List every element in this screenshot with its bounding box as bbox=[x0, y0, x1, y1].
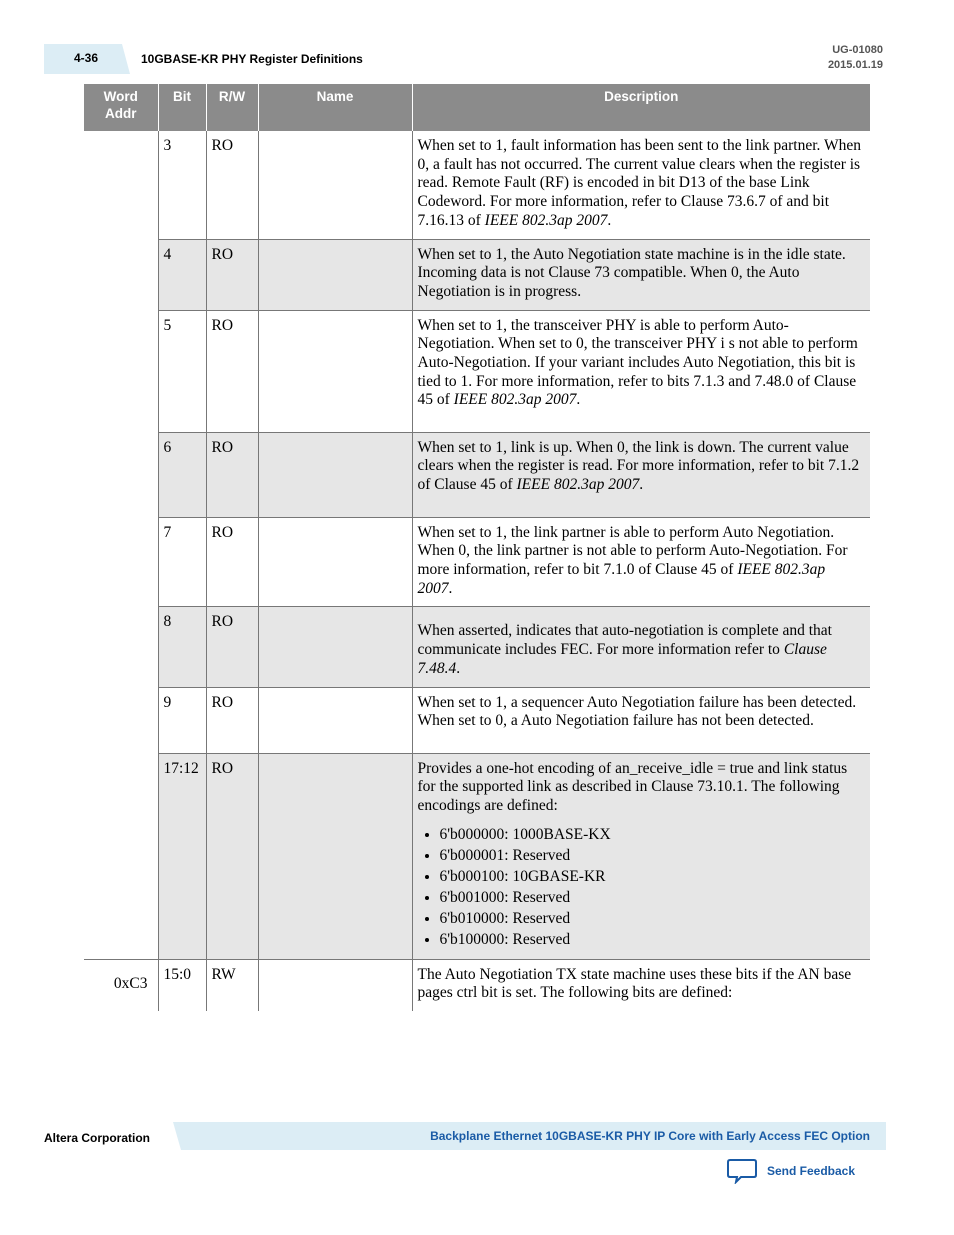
cell-name bbox=[258, 310, 412, 432]
cell-bit: 6 bbox=[158, 432, 206, 517]
cell-bit: 17:12 bbox=[158, 753, 206, 959]
cell-rw: RO bbox=[206, 687, 258, 753]
description-tail: . bbox=[639, 476, 644, 494]
cell-description bbox=[412, 310, 870, 432]
description-tail: . bbox=[448, 579, 453, 597]
cell-description bbox=[412, 517, 870, 607]
cell-bit: 8 bbox=[158, 607, 206, 687]
cell-name bbox=[258, 607, 412, 687]
cell-word-addr bbox=[84, 432, 158, 517]
cell-word-addr bbox=[84, 753, 158, 959]
cell-word-addr bbox=[84, 517, 158, 607]
cell-rw: RO bbox=[206, 131, 258, 239]
cell-description bbox=[412, 432, 870, 517]
description-body: When set to 1, link is up. When 0, the link is down. The current value clears when the register is read. For more information, refer to bit 7.1.2 of Clause 45 of bbox=[417, 438, 860, 494]
encoding-list-item: • 6'b000100: 10GBASE-KR bbox=[440, 866, 863, 887]
description-text bbox=[418, 622, 863, 678]
col-header-rw: R/W bbox=[206, 84, 258, 131]
description-body: When set to 1, fault information has been sent to the link partner. When 0, a fault has not occurred. The current value clears when the register is read. Remote Fault (RF) is encoded in bit D13 of the base Link Codeword. For more information, refer to Clause 73.6.7 of and bit 7.16.13 of bbox=[417, 137, 861, 229]
table-row bbox=[84, 239, 870, 310]
cell-bit: 5 bbox=[158, 310, 206, 432]
description-text bbox=[418, 760, 863, 816]
description-text bbox=[418, 137, 863, 231]
cell-word-addr bbox=[84, 239, 158, 310]
description-reference: IEEE 802.3ap 2007 bbox=[516, 476, 640, 494]
col-header-name: Name bbox=[258, 84, 412, 131]
cell-name bbox=[258, 959, 412, 1011]
col-header-description: Description bbox=[412, 84, 870, 131]
page-number: 4-36 bbox=[74, 51, 99, 65]
cell-name bbox=[258, 239, 412, 310]
description-body: The Auto Negotiation TX state machine uses these bits if the AN base pages ctrl bit is set. The following bits are defined: bbox=[417, 965, 852, 1002]
cell-word-addr bbox=[84, 687, 158, 753]
cell-name bbox=[258, 753, 412, 959]
table-row bbox=[84, 131, 870, 239]
register-table bbox=[84, 84, 870, 1011]
table-row bbox=[84, 432, 870, 517]
description-reference: IEEE 802.3ap 2007 bbox=[484, 211, 608, 229]
footer-doc-title: Backplane Ethernet 10GBASE-KR PHY IP Core with Early Access FEC Option bbox=[430, 1129, 870, 1143]
cell-bit: 4 bbox=[158, 239, 206, 310]
description-text bbox=[418, 524, 863, 599]
speech-bubble-icon bbox=[727, 1158, 757, 1184]
description-body: When set to 1, the link partner is able to perform Auto Negotiation. When 0, the link partner is not able to perform Auto-Negotiation. For more information, refer to bit 7.1.0 of Clause 45 of bbox=[417, 523, 848, 579]
cell-description bbox=[412, 959, 870, 1011]
table-row bbox=[84, 607, 870, 687]
cell-description bbox=[412, 607, 870, 687]
cell-bit: 9 bbox=[158, 687, 206, 753]
cell-bit: 3 bbox=[158, 131, 206, 239]
description-body: When set to 1, a sequencer Auto Negotiation failure has been detected. When set to 0, a Auto Negotiation failure has not been detected. bbox=[417, 693, 857, 730]
cell-rw: RO bbox=[206, 607, 258, 687]
cell-description bbox=[412, 687, 870, 753]
description-reference: Clause 7.48.4 bbox=[417, 641, 827, 677]
encoding-list-item: • 6'b100000: Reserved bbox=[440, 929, 863, 950]
cell-name bbox=[258, 517, 412, 607]
col-header-word-addr: Word Addr bbox=[84, 84, 158, 131]
cell-rw: RO bbox=[206, 432, 258, 517]
send-feedback-link[interactable] bbox=[727, 1158, 855, 1184]
table-row bbox=[84, 959, 870, 1011]
cell-word-addr: 0xC3 bbox=[84, 959, 158, 1011]
description-reference: IEEE 802.3ap 2007 bbox=[453, 391, 577, 409]
cell-rw: RO bbox=[206, 310, 258, 432]
table-row bbox=[84, 753, 870, 959]
description-body: When set to 1, the Auto Negotiation state machine is in the idle state. Incoming data is not Clause 73 compatible. When 0, the Auto Negotiation is in progress. bbox=[417, 245, 846, 300]
description-tail: . bbox=[456, 659, 461, 677]
table-row bbox=[84, 310, 870, 432]
cell-word-addr bbox=[84, 131, 158, 239]
cell-rw: RO bbox=[206, 239, 258, 310]
cell-word-addr bbox=[84, 310, 158, 432]
doc-id: UG-01080 bbox=[832, 44, 883, 56]
description-text bbox=[418, 966, 863, 1003]
cell-bit: 15:0 bbox=[158, 959, 206, 1011]
encoding-list bbox=[418, 824, 863, 950]
section-title: 10GBASE-KR PHY Register Definitions bbox=[141, 52, 363, 66]
doc-info bbox=[828, 43, 883, 73]
cell-description bbox=[412, 239, 870, 310]
description-text bbox=[418, 317, 863, 411]
doc-date: 2015.01.19 bbox=[827, 59, 883, 71]
cell-rw: RO bbox=[206, 753, 258, 959]
description-text bbox=[418, 246, 863, 302]
description-body: When set to 1, the transceiver PHY is able to perform Auto-Negotiation. When set to 0, the transceiver PHY i s not able to perform Auto-Negotiation. If your variant includes Auto Negotiation, this bit is tied to 1. For more information, refer to bits 7.1.3 and 7.48.0 of Clause 45 of bbox=[417, 316, 858, 409]
cell-name bbox=[258, 432, 412, 517]
description-reference: IEEE 802.3ap 2007 bbox=[417, 561, 826, 597]
company-name: Altera Corporation bbox=[44, 1131, 151, 1145]
description-tail: . bbox=[576, 391, 581, 409]
encoding-list-item: • 6'b000000: 1000BASE-KX bbox=[440, 824, 863, 845]
cell-rw: RO bbox=[206, 517, 258, 607]
cell-name bbox=[258, 687, 412, 753]
send-feedback-label: Send Feedback bbox=[767, 1164, 856, 1178]
table-header-row bbox=[84, 84, 870, 131]
description-text bbox=[418, 439, 863, 495]
description-text bbox=[418, 694, 863, 731]
description-tail: . bbox=[607, 211, 612, 229]
description-body: Provides a one-hot encoding of an_receive_idle = true and link status for the supported link as described in Clause 73.10.1. The following encodings are defined: bbox=[417, 759, 848, 814]
cell-name bbox=[258, 131, 412, 239]
encoding-list-item: • 6'b000001: Reserved bbox=[440, 845, 863, 866]
cell-description bbox=[412, 131, 870, 239]
description-body: When asserted, indicates that auto-negotiation is complete and that communicate includes FEC. For more information refer to bbox=[417, 622, 832, 659]
table-row bbox=[84, 517, 870, 607]
cell-bit: 7 bbox=[158, 517, 206, 607]
cell-word-addr bbox=[84, 607, 158, 687]
encoding-list-item: • 6'b001000: Reserved bbox=[440, 887, 863, 908]
table-row bbox=[84, 687, 870, 753]
cell-description bbox=[412, 753, 870, 959]
col-header-bit: Bit bbox=[158, 84, 206, 131]
encoding-list-item: • 6'b010000: Reserved bbox=[440, 908, 863, 929]
cell-rw: RW bbox=[206, 959, 258, 1011]
